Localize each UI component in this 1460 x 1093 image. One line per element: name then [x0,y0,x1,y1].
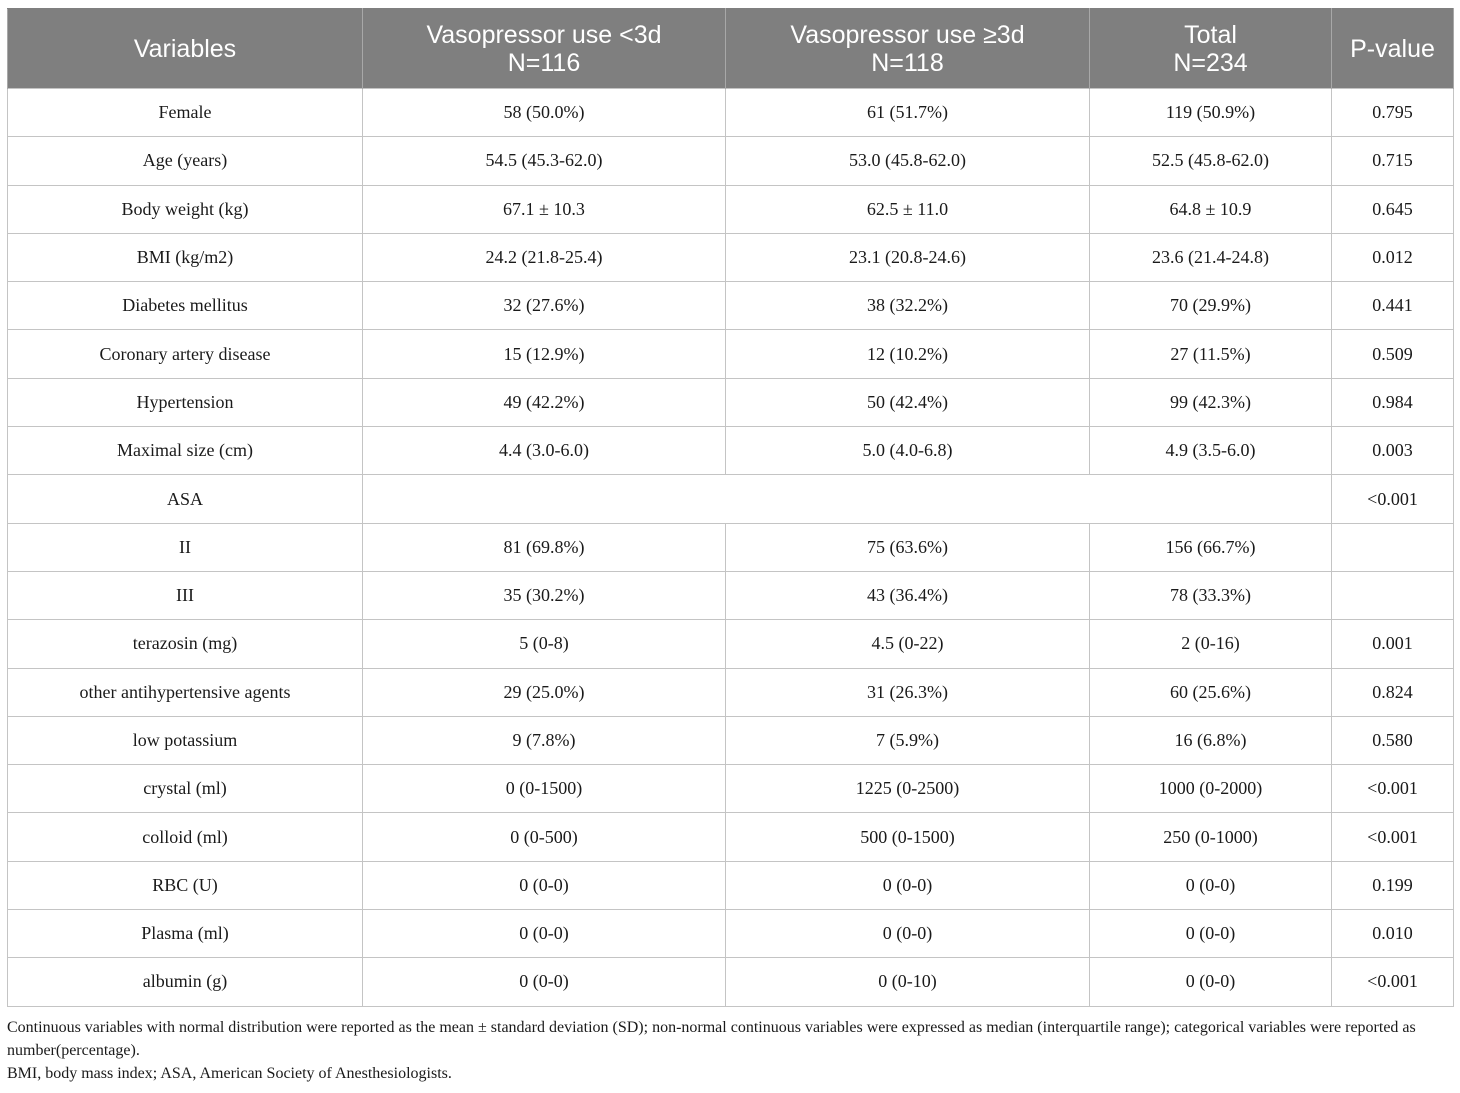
cell-vasopressor-lt3d: 54.5 (45.3-62.0) [363,137,726,185]
cell-variable: Age (years) [8,137,363,185]
cell-variable: RBC (U) [8,861,363,909]
footnote-abbreviations: BMI, body mass index; ASA, American Society of Anesthesiologists. [7,1065,452,1082]
baseline-characteristics-table-container [7,8,1453,1007]
cell-variable: other antihypertensive agents [8,668,363,716]
cell-p-value: 0.824 [1332,668,1454,716]
column-header-total [1090,9,1332,89]
table-row [8,89,1454,137]
cell-p-value: 0.795 [1332,89,1454,137]
cell-p-value [1332,571,1454,619]
cell-vasopressor-ge3d: 23.1 (20.8-24.6) [726,233,1090,281]
table-row [8,813,1454,861]
column-header-label: Total [1184,20,1237,49]
cell-vasopressor-lt3d: 67.1 ± 10.3 [363,185,726,233]
cell-vasopressor-lt3d: 0 (0-500) [363,813,726,861]
table-row [8,571,1454,619]
cell-variable: Maximal size (cm) [8,427,363,475]
cell-variable: albumin (g) [8,958,363,1006]
cell-variable: Female [8,89,363,137]
footnote-statistics: Continuous variables with normal distribution were reported as the mean ± standard deviation (SD); non-normal continuous variables were expressed as median (interquartile range); categorical variables were reported as number(percentage). [7,1019,1416,1059]
cell-total: 250 (0-1000) [1090,813,1332,861]
cell-total: 0 (0-0) [1090,861,1332,909]
cell-variable: terazosin (mg) [8,620,363,668]
column-header-n: N=118 [871,48,944,77]
table-header [8,9,1454,89]
cell-variable: Body weight (kg) [8,185,363,233]
cell-vasopressor-ge3d: 1225 (0-2500) [726,765,1090,813]
cell-total: 16 (6.8%) [1090,716,1332,764]
column-header-vasopressor-lt3d [363,9,726,89]
cell-vasopressor-lt3d: 35 (30.2%) [363,571,726,619]
table-row [8,668,1454,716]
cell-vasopressor-lt3d: 29 (25.0%) [363,668,726,716]
cell-total: 1000 (0-2000) [1090,765,1332,813]
column-header-n: N=116 [507,48,581,77]
cell-total: 4.9 (3.5-6.0) [1090,427,1332,475]
cell-variable: Hypertension [8,378,363,426]
cell-vasopressor-lt3d: 81 (69.8%) [363,523,726,571]
table-row [8,282,1454,330]
cell-vasopressor-ge3d: 0 (0-0) [726,861,1090,909]
cell-variable: II [8,523,363,571]
cell-p-value: 0.012 [1332,233,1454,281]
cell-p-value: <0.001 [1332,475,1454,523]
cell-vasopressor-ge3d: 0 (0-0) [726,910,1090,958]
cell-vasopressor-ge3d: 75 (63.6%) [726,523,1090,571]
cell-p-value: 0.199 [1332,861,1454,909]
cell-p-value [1332,523,1454,571]
column-header-label: Vasopressor use <3d [426,20,662,49]
column-header-variables [8,9,363,89]
table-row [8,620,1454,668]
cell-total: 156 (66.7%) [1090,523,1332,571]
cell-vasopressor-lt3d: 4.4 (3.0-6.0) [363,427,726,475]
table-row [8,861,1454,909]
cell-vasopressor-ge3d: 53.0 (45.8-62.0) [726,137,1090,185]
cell-p-value: 0.441 [1332,282,1454,330]
cell-variable: Diabetes mellitus [8,282,363,330]
cell-vasopressor-ge3d: 61 (51.7%) [726,89,1090,137]
cell-vasopressor-ge3d: 5.0 (4.0-6.8) [726,427,1090,475]
cell-vasopressor-lt3d: 0 (0-0) [363,910,726,958]
cell-vasopressor-lt3d: 49 (42.2%) [363,378,726,426]
cell-p-value: 0.715 [1332,137,1454,185]
cell-variable: Coronary artery disease [8,330,363,378]
table-row [8,330,1454,378]
cell-total: 52.5 (45.8-62.0) [1090,137,1332,185]
table-row [8,378,1454,426]
table-row [8,910,1454,958]
cell-vasopressor-ge3d: 4.5 (0-22) [726,620,1090,668]
cell-total: 23.6 (21.4-24.8) [1090,233,1332,281]
cell-vasopressor-ge3d: 12 (10.2%) [726,330,1090,378]
cell-vasopressor-lt3d: 32 (27.6%) [363,282,726,330]
cell-variable: colloid (ml) [8,813,363,861]
cell-merged-empty [363,475,1332,523]
column-header-vasopressor-ge3d [726,9,1090,89]
column-header-p-value [1332,9,1454,89]
cell-vasopressor-ge3d: 43 (36.4%) [726,571,1090,619]
cell-vasopressor-ge3d: 38 (32.2%) [726,282,1090,330]
cell-vasopressor-lt3d: 15 (12.9%) [363,330,726,378]
cell-total: 78 (33.3%) [1090,571,1332,619]
cell-variable: crystal (ml) [8,765,363,813]
column-header-n: N=234 [1173,48,1248,77]
cell-vasopressor-lt3d: 5 (0-8) [363,620,726,668]
cell-total: 27 (11.5%) [1090,330,1332,378]
cell-total: 2 (0-16) [1090,620,1332,668]
cell-vasopressor-ge3d: 62.5 ± 11.0 [726,185,1090,233]
cell-variable: III [8,571,363,619]
cell-total: 64.8 ± 10.9 [1090,185,1332,233]
cell-p-value: 0.580 [1332,716,1454,764]
cell-variable: BMI (kg/m2) [8,233,363,281]
table-body [8,89,1454,1007]
cell-variable: ASA [8,475,363,523]
cell-vasopressor-lt3d: 9 (7.8%) [363,716,726,764]
cell-total: 0 (0-0) [1090,910,1332,958]
cell-p-value: 0.001 [1332,620,1454,668]
cell-p-value: 0.010 [1332,910,1454,958]
cell-p-value: 0.984 [1332,378,1454,426]
table-row [8,233,1454,281]
cell-total: 70 (29.9%) [1090,282,1332,330]
cell-vasopressor-lt3d: 0 (0-0) [363,958,726,1006]
table-row [8,765,1454,813]
cell-vasopressor-lt3d: 0 (0-1500) [363,765,726,813]
table-row [8,523,1454,571]
table-footnotes [7,1016,1453,1085]
cell-variable: low potassium [8,716,363,764]
table-row [8,137,1454,185]
table-row [8,427,1454,475]
cell-total: 60 (25.6%) [1090,668,1332,716]
cell-p-value: <0.001 [1332,765,1454,813]
table-row [8,958,1454,1006]
cell-vasopressor-ge3d: 50 (42.4%) [726,378,1090,426]
column-header-label: Variables [133,34,237,63]
table-row [8,185,1454,233]
cell-p-value: 0.509 [1332,330,1454,378]
cell-vasopressor-ge3d: 31 (26.3%) [726,668,1090,716]
cell-p-value: <0.001 [1332,813,1454,861]
cell-vasopressor-ge3d: 0 (0-10) [726,958,1090,1006]
baseline-characteristics-table [7,8,1454,1007]
table-row [8,475,1454,523]
cell-vasopressor-ge3d: 500 (0-1500) [726,813,1090,861]
cell-vasopressor-lt3d: 0 (0-0) [363,861,726,909]
table-row [8,716,1454,764]
table-header-row [8,9,1454,89]
cell-total: 0 (0-0) [1090,958,1332,1006]
column-header-label: Vasopressor use ≥3d [790,20,1025,49]
cell-vasopressor-ge3d: 7 (5.9%) [726,716,1090,764]
cell-variable: Plasma (ml) [8,910,363,958]
cell-vasopressor-lt3d: 58 (50.0%) [363,89,726,137]
cell-p-value: 0.003 [1332,427,1454,475]
column-header-label: P-value [1350,34,1435,63]
cell-p-value: <0.001 [1332,958,1454,1006]
cell-total: 119 (50.9%) [1090,89,1332,137]
cell-p-value: 0.645 [1332,185,1454,233]
cell-total: 99 (42.3%) [1090,378,1332,426]
cell-vasopressor-lt3d: 24.2 (21.8-25.4) [363,233,726,281]
